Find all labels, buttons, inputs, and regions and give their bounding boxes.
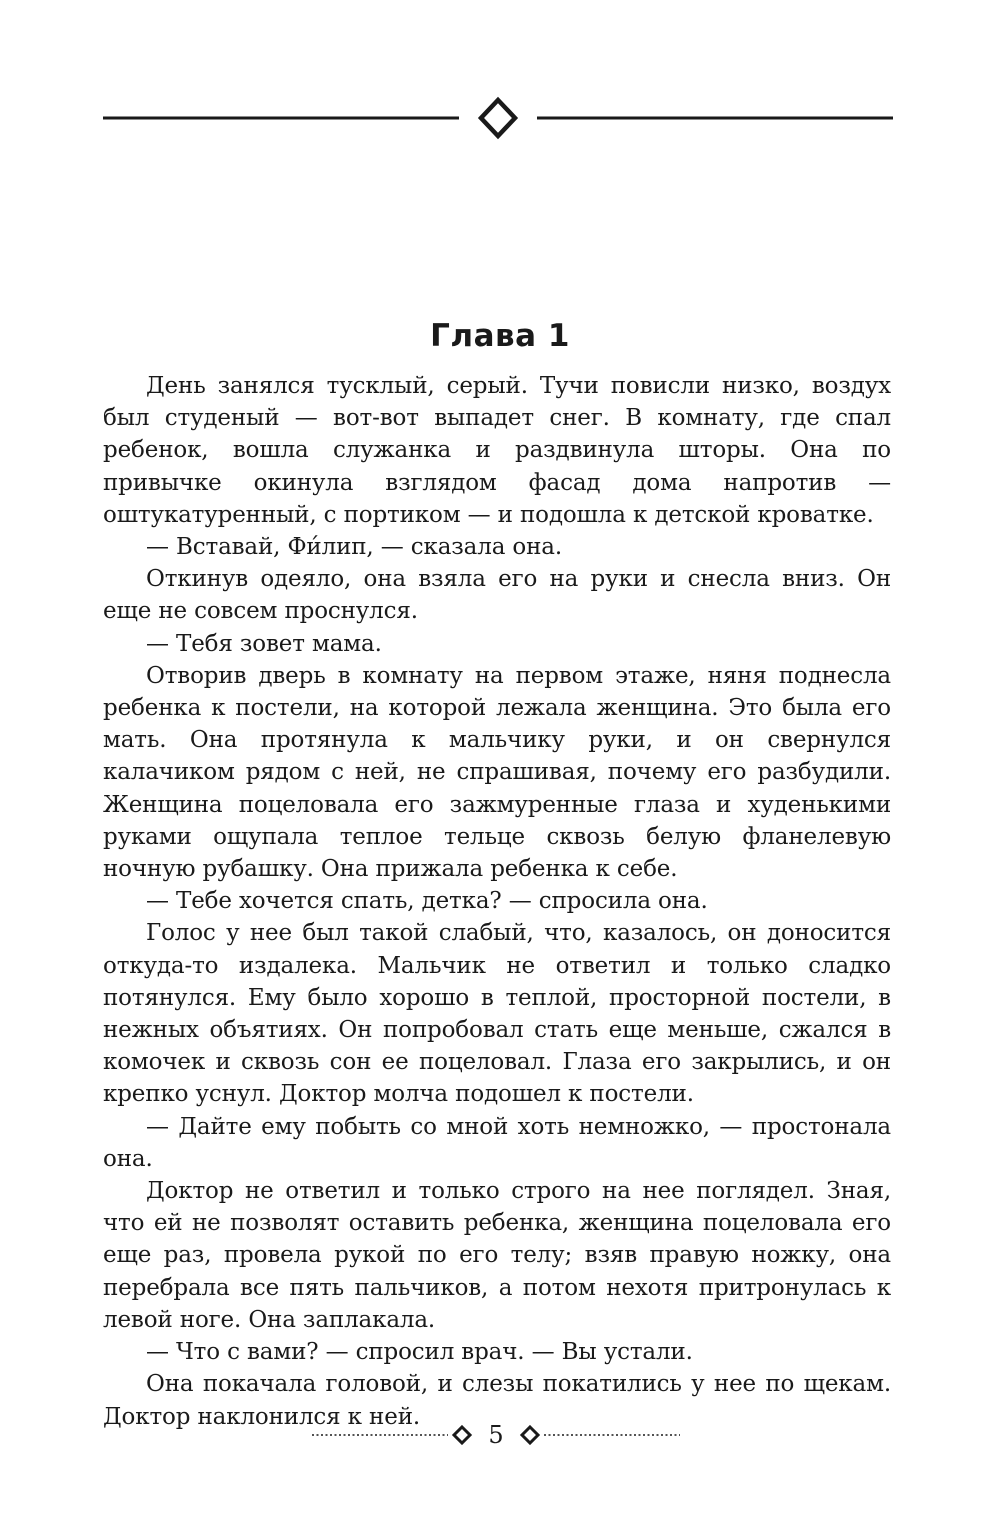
paragraph: День занялся тусклый, серый. Тучи повисли низко, воздух был студеный — вот-вот выпадет снег. В комнату, где спал ребенок, вошла служанка и раздвинула шторы. Она по привычке окинула взглядом фасад дома напротив — оштукатуренный, с портиком — и подошла к детской кроватке. <box>103 373 891 528</box>
chapter-title: Глава 1 <box>430 318 570 354</box>
page-footer <box>312 1420 680 1450</box>
paragraph: — Тебе хочется спать, детка? — спросила она. <box>146 888 708 915</box>
page-number: 5 <box>488 1421 504 1449</box>
paragraph: Откинув одеяло, она взяла его на руки и снесла вниз. Он еще не совсем проснулся. <box>103 566 891 625</box>
paragraph: Она покачала головой, и слезы покатились у нее по щекам. Доктор наклонился к ней. <box>103 1371 891 1430</box>
paragraph: — Дайте ему побыть со мной хоть немножко, — простонала она. <box>103 1113 891 1172</box>
paragraph: Отворив дверь в комнату на первом этаже, няня поднесла ребенка к постели, на которой лежала женщина. Это была его мать. Она протянула к мальчику руки, и он свернулся калачиком рядом с ней, не спрашивая, почему его разбудили. Женщина поцеловала его зажмуренные глаза и худенькими руками ощупала теплое тельце сквозь белую фланелевую ночную рубашку. Она прижала ребенка к себе. <box>103 662 891 883</box>
paragraph: Доктор не ответил и только строго на нее поглядел. Зная, что ей не позволят оставить ребенка, женщина поцеловала его еще раз, провела рукой по его телу; взяв правую ножку, она перебрала все пять пальчиков, а потом нехотя притронулась к левой ноге. Она заплакала. <box>103 1178 891 1333</box>
paragraph: — Вставай, Фи́лип, — сказала она. <box>146 534 563 561</box>
paragraph: Голос у нее был такой слабый, что, казалось, он доносится откуда-то издалека. Мальчик не ответил и только сладко потянулся. Ему было хорошо в теплой, просторной постели, в нежных объятиях. Он попробовал стать еще меньше, сжался в комочек и сквозь сон ее поцеловал. Глаза его закрылись, и он крепко уснул. Доктор молча подошел к постели. <box>103 920 891 1108</box>
paragraph: — Что с вами? — спросил врач. — Вы устали. <box>146 1339 693 1366</box>
paragraph: — Тебя зовет мама. <box>146 630 382 657</box>
chapter-text <box>103 370 891 1433</box>
top-divider-ornament-icon <box>103 96 893 142</box>
